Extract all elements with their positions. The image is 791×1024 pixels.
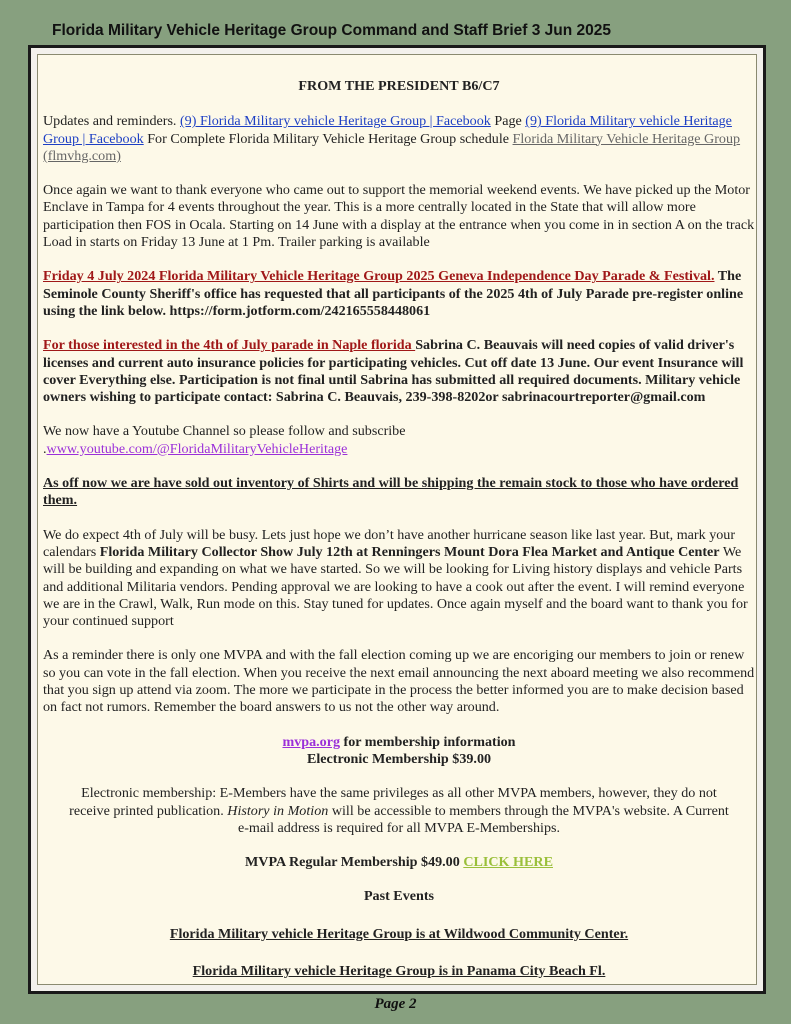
page-frame <box>28 45 766 994</box>
newsletter-header: Florida Military Vehicle Heritage Group Command and Staff Brief 3 Jun 2025 <box>52 22 611 39</box>
collector-show: Florida Military Collector Show July 12th at Renningers Mount Dora Flea Market and Antique Center <box>99 543 720 560</box>
geneva-paragraph: Friday 4 July 2024 Florida Military Vehicle Heritage Group 2025 Geneva Independence Day Parade & Festival. The Seminole County Sheriff's office has requested that all participants of the 2025 4th of July Parade pre-register online using the link below. https://form.jotform.com/242165558448061 <box>43 268 744 319</box>
geneva-heading: Friday 4 July 2024 Florida Military Vehicle Heritage Group 2025 Geneva Independence Day Parade & Festival. <box>43 268 715 285</box>
website-link[interactable]: Florida Military Vehicle Heritage Group (flmvhg.com) <box>43 130 741 164</box>
past-events-title: Past Events <box>363 888 435 905</box>
past-event-item: Florida Military vehicle Heritage Group is at Wildwood Community Center. <box>169 925 629 942</box>
shirts-paragraph: As off now we are have sold out inventory of Shirts and will be shipping the remain stock to those who have ordered them. <box>43 475 739 509</box>
naples-paragraph: For those interested in the 4th of July parade in Naple florida Sabrina C. Beauvais will need copies of valid driver's licenses and current auto insurance policies for participating vehicles. Cut off date 13 June. Our event Insurance will cover Everything else. Participation is not final until Sabrina has submitted all required documents. Military vehicle owners wishing to participate contact: Sabrina C. Beauvais, 239-398-8202or sabrinacourtreporter@gmail.com <box>43 337 744 406</box>
mvpa-link[interactable]: mvpa.org <box>282 733 341 750</box>
mvpa-paragraph: As a reminder there is only one MVPA and with the fall election coming up we are encoriging our members to join or renew so you can vote in the fall election. When you receive the next email announcing the next aboard meeting we also recommend that you sign up attend via zoom. The more we participate in the process the better informed you are to make decision based on fact not rumors. Remember the board answers to us not the other way around. <box>43 647 755 716</box>
president-letter <box>38 78 760 997</box>
july-paragraph: We do expect 4th of July will be busy. Lets just hope we don’t have another hurricane season like last year. But, mark your calendars Florida Military Collector Show July 12th at Renningers Mount Dora Flea Market and Antique Center We will be building and expanding on what we have started. So we will be looking for Living history displays and vehicle Parts and additional Militaria vendors. Pending approval we are looking to have a cook out after the event. I will remind everyone we are in the Crawl, Walk, Run mode on this. Stay tuned for updates. Once again myself and the board want to thank you for your continued support <box>43 526 748 630</box>
naples-heading: For those interested in the 4th of July parade in Naple florida <box>43 337 416 354</box>
youtube-link[interactable]: www.youtube.com/@FloridaMilitaryVehicleHeritage <box>46 440 348 457</box>
regular-membership: MVPA Regular Membership $49.00 CLICK HERE <box>245 854 553 871</box>
updates-paragraph: Updates and reminders. (9) Florida Military vehicle Heritage Group | Facebook Page (9) Florida Military vehicle Heritage Group | Facebook For Complete Florida Military Vehicle Heritage Group schedule Florida Military Vehicle Heritage Group (flmvhg.com) <box>43 113 741 164</box>
memorial-paragraph: Once again we want to thank everyone who came out to support the memorial weekend events. We have picked up the Motor Enclave in Tampa for 4 events throughout the year. This is a more centrally located in the State that will allow more participation then FOS in Ocala. Starting on 14 June with a display at the entrance when you come in in section A on the track Load in starts on Friday 13 June at 1 Pm. Trailer parking is available <box>43 182 755 251</box>
youtube-paragraph: We now have a Youtube Channel so please follow and subscribe .www.youtube.com/@FloridaMilitaryVehicleHeritage <box>43 423 406 457</box>
past-event-item: Florida Military vehicle Heritage Group is in Panama City Beach Fl. <box>192 962 606 979</box>
facebook-link-2[interactable]: (9) Florida Military vehicle Heritage Group | Facebook <box>43 113 732 147</box>
membership-info: mvpa.org for membership information Electronic Membership $39.00 <box>282 733 516 767</box>
content-panel <box>37 54 757 985</box>
e-membership-paragraph: Electronic membership: E-Members have the same privileges as all other MVPA members, however, they do not receive printed publication. History in Motion will be accessible to members through the MVPA's website. A Current e-mail address is required for all MVPA E-Memberships. <box>69 785 729 836</box>
facebook-link-1[interactable]: (9) Florida Military vehicle Heritage Group | Facebook <box>179 113 491 130</box>
electronic-price: Electronic Membership $39.00 <box>306 750 492 767</box>
section-title: FROM THE PRESIDENT B6/C7 <box>298 78 500 94</box>
page-number: Page 2 <box>374 996 417 1012</box>
click-here-link[interactable]: CLICK HERE <box>463 854 553 871</box>
